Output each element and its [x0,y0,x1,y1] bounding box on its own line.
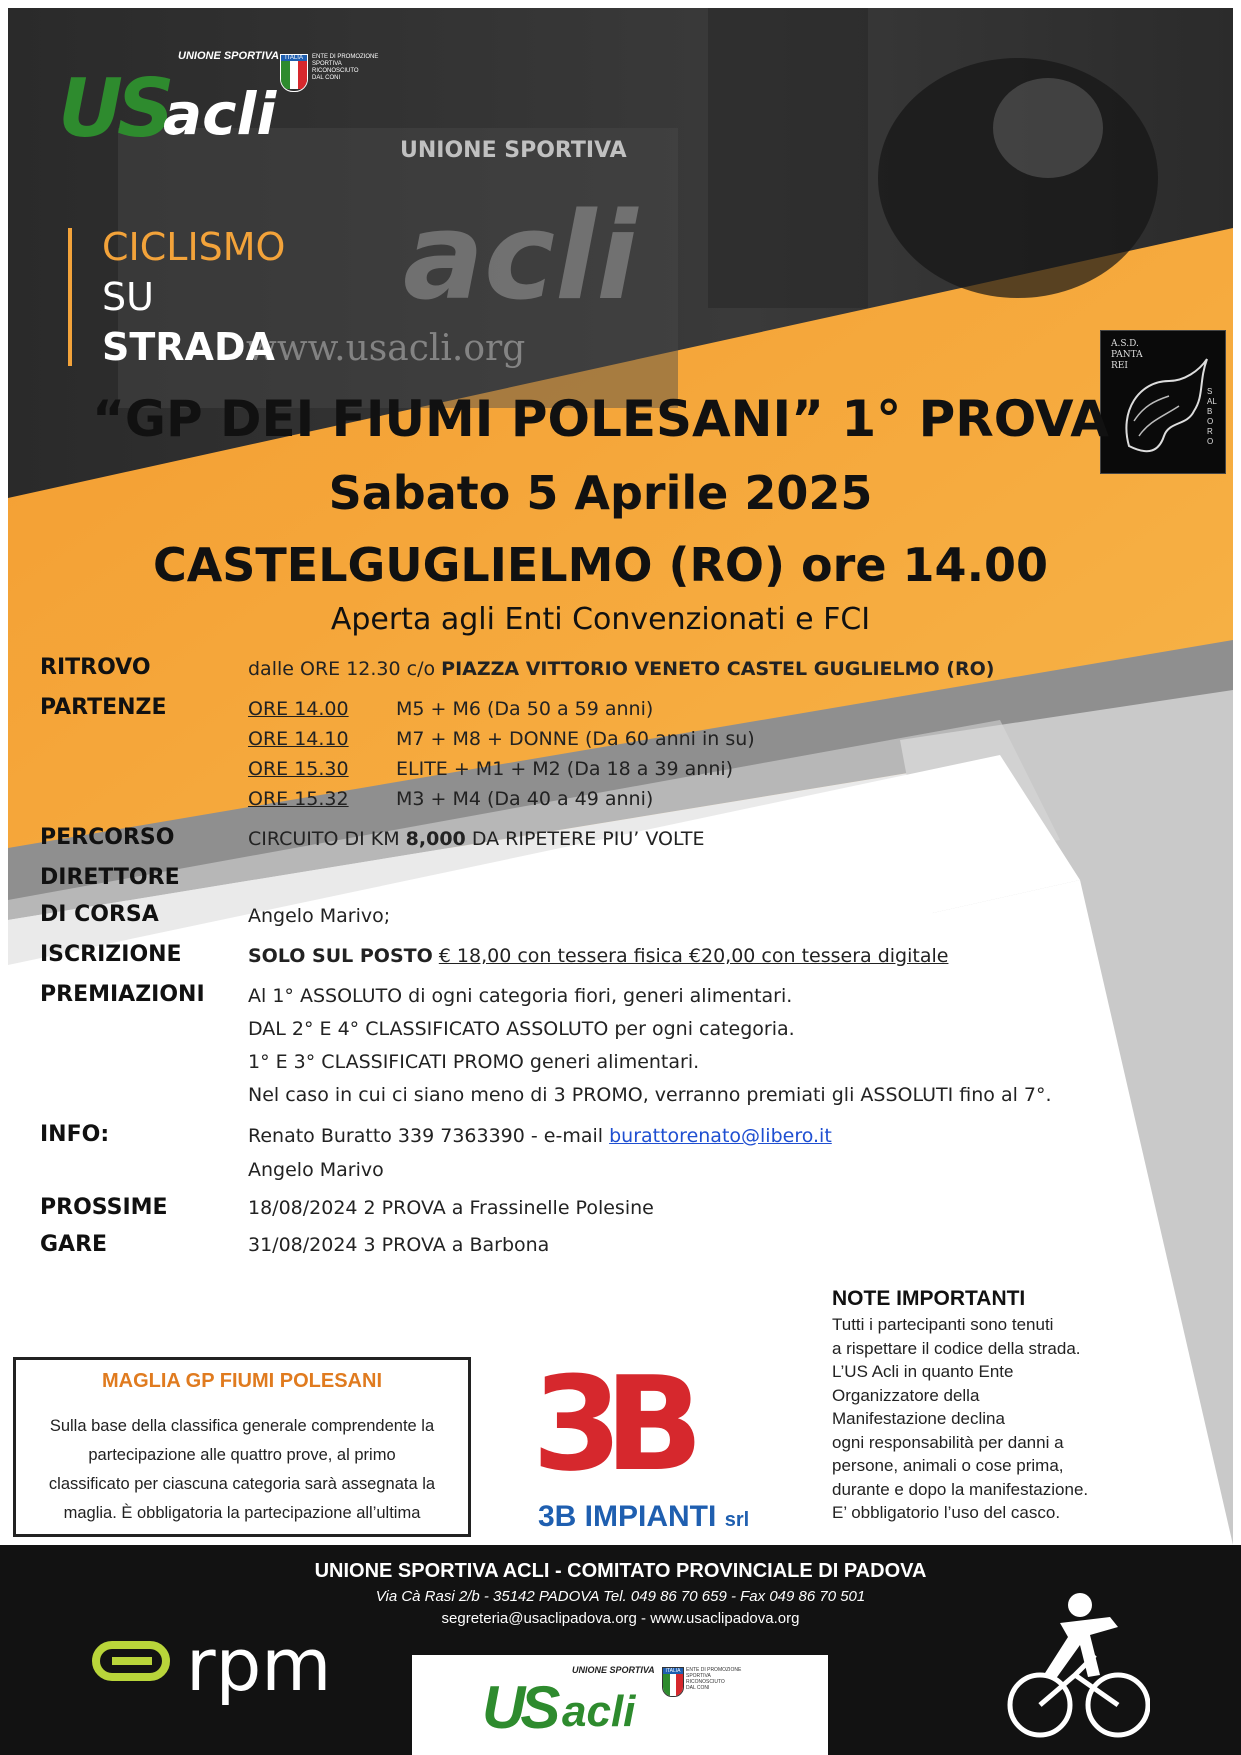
info-label: INFO: [40,1122,110,1147]
note-title: NOTE IMPORTANTI [832,1287,1026,1310]
discipline-line3: STRADA [102,325,275,369]
direttore-label: DIRETTORE [40,865,180,890]
logo-acli: acli [163,80,277,148]
sponsor-name: 3B IMPIANTI srl [538,1500,750,1533]
footer-org: UNIONE SPORTIVA ACLI - COMITATO PROVINCIALE DI PADOVA [314,1560,927,1582]
footer-logo-acli: acli [562,1687,636,1736]
note-text: Tutti i partecipanti sono tenuti a rispettare il codice della strada. L’US Acli in quanto Ente Organizzatore della Manifestazione declina ogni responsabilità per danni a persone, animali o cose prima, durante e dopo la manifestazione. E’ obbligatorio l’uso del casco. [832,1315,1089,1522]
panta-rei-logo: A.S.D. PANTA REI SALBORO [1100,330,1226,474]
prossima-gara: 18/08/2024 2 PROVA a Frassinelle Polesine [248,1197,654,1219]
ritrovo-label: RITROVO [40,655,151,680]
sponsor-mark: 3B [532,1348,686,1500]
direttore-value: Angelo Marivo; [248,905,391,927]
ente-text: ENTE DI PROMOZIONE SPORTIVA RICONOSCIUTO DAL CONI [312,54,379,81]
premiazioni-line: DAL 2° E 4° CLASSIFICATO ASSOLUTO per ogni categoria. [248,1018,795,1040]
premiazioni-line: Al 1° ASSOLUTO di ogni categoria fiori, generi alimentari. [248,985,793,1007]
prossima-gara: 31/08/2024 3 PROVA a Barbona [248,1234,550,1256]
footer-ente-text: ENTE DI PROMOZIONE SPORTIVA RICONOSCIUTO DAL CONI [686,1667,742,1691]
prossime-label: PROSSIME [40,1195,168,1220]
event-subtitle: Aperta agli Enti Convenzionati e FCI [330,602,871,637]
iscrizione-value: SOLO SUL POSTO € 18,00 con tessera fisica €20,00 con tessera digitale [248,945,949,967]
discipline-line1: CICLISMO [102,225,286,269]
email-link[interactable]: burattorenato@libero.it [609,1125,832,1147]
direttore-label-2: DI CORSA [40,902,159,927]
info-value: Renato Buratto 339 7363390 - e-mail burattorenato@libero.it [248,1125,832,1147]
partenza-category: ELITE + M1 + M2 (Da 18 a 39 anni) [396,758,734,780]
premiazioni-line: 1° E 3° CLASSIFICATI PROMO generi alimentari. [248,1051,700,1073]
logo-unione-sportiva: UNIONE SPORTIVA [178,50,280,62]
event-place-time: CASTELGUGLIELMO (RO) ore 14.00 [152,538,1049,592]
footer-address: Via Cà Rasi 2/b - 35142 PADOVA Tel. 049 86 70 659 - Fax 049 86 70 501 [375,1588,866,1605]
partenza-category: M7 + M8 + DONNE (Da 60 anni in su) [396,728,755,750]
partenza-time: ORE 15.32 [248,788,349,810]
event-date: Sabato 5 Aprile 2025 [328,466,873,520]
premiazioni-label: PREMIAZIONI [40,982,205,1007]
cyclist-icon [1000,1585,1150,1745]
percorso-value: CIRCUITO DI KM 8,000 DA RIPETERE PIU’ VOLTE [248,828,705,850]
partenza-category: M3 + M4 (Da 40 a 49 anni) [396,788,654,810]
footer-logo-unione: UNIONE SPORTIVA [572,1665,655,1675]
footer-logo-us: US [482,1674,556,1741]
info-line2: Angelo Marivo [248,1159,384,1181]
discipline-line2: SU [102,275,154,319]
maglia-title: MAGLIA GP FIUMI POLESANI [101,1370,382,1392]
footer-italia-shield-icon: ITALIA [662,1667,684,1697]
note-importanti [832,1287,1162,1525]
prossime-label-2: GARE [40,1232,108,1257]
club-side-text: SALBORO [1207,387,1217,446]
footer-usacli-logo [412,1655,828,1755]
footer-contacts: segreteria@usaclipadova.org - www.usaclipadova.org [441,1610,800,1627]
premiazioni-line: Nel caso in cui ci siano meno di 3 PROMO, verranno premiati gli ASSOLUTI fino al 7°. [248,1084,1052,1106]
iscrizione-label: ISCRIZIONE [40,942,182,967]
maglia-box [13,1357,471,1537]
footer [0,1545,1241,1755]
logo-us: US [58,62,169,155]
watermark-brand: acli [403,188,638,327]
event-title: “GP DEI FIUMI POLESANI” 1° PROVA [92,390,1109,448]
maglia-text: Sulla base della classifica generale comprendente la partecipazione alle quattro prove, al primo classificato per ciascuna categoria sarà assegnata la maglia. È obbligatoria la partecipazione all’ultima [48,1417,436,1522]
partenza-category: M5 + M6 (Da 50 a 59 anni) [396,698,654,720]
watermark-unione-sportiva: UNIONE SPORTIVA [400,138,627,163]
partenze-label: PARTENZE [40,695,167,720]
watermark-url: www.usacli.org [246,328,526,369]
discipline-bar [68,228,72,366]
percorso-label: PERCORSO [40,825,175,850]
partenza-time: ORE 14.10 [248,728,349,750]
rpm-chain-icon [92,1637,172,1685]
rpm-logo: rpm [186,1623,332,1707]
usacli-logo [58,50,398,155]
partenza-time: ORE 14.00 [248,698,349,720]
sponsor-3b-logo [530,1348,810,1540]
italia-shield-icon: ITALIA [280,54,308,92]
ritrovo-value: dalle ORE 12.30 c/o PIAZZA VITTORIO VENETO CASTEL GUGLIELMO (RO) [248,658,995,680]
partenza-time: ORE 15.30 [248,758,349,780]
